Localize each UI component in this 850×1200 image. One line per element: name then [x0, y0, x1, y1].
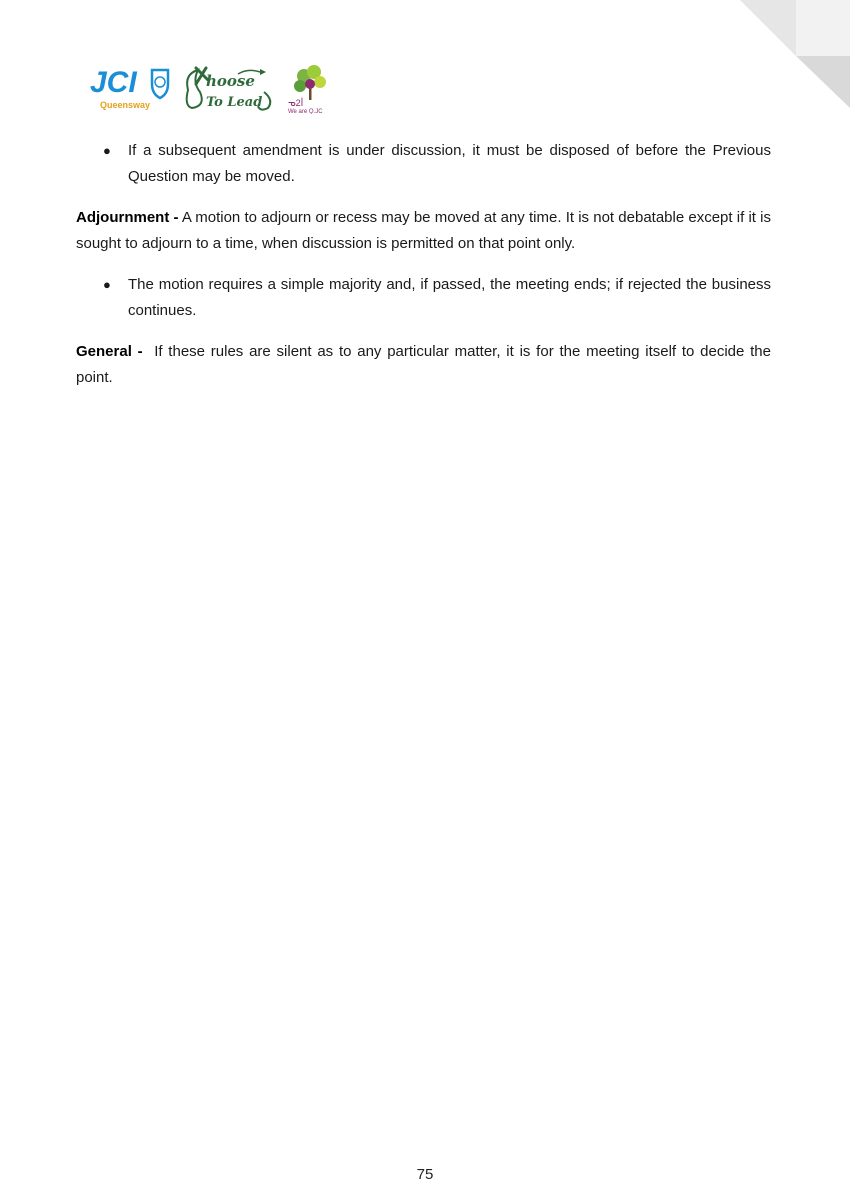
paragraph-general	[76, 339, 776, 391]
bullet-icon: ●	[103, 277, 111, 292]
jci-queensway-logo	[90, 66, 168, 110]
adjournment-term: Adjournment -	[76, 209, 179, 226]
svg-text:ᓀ2ꟾ: ᓀ2ꟾ	[288, 98, 304, 108]
tree-logo-text: We are Q.JC	[288, 109, 323, 114]
adjournment-text: A motion to adjourn or recess may be moved at any time. It is not debatable except if it is sought to adjourn to a time, when discussion is permitted on that point only.	[76, 209, 771, 252]
tree-logo	[288, 65, 326, 114]
bullet-item-previous-question	[76, 138, 771, 190]
bullet-text: If a subsequent amendment is under discussion, it must be disposed of before the Previous Question may be moved.	[128, 142, 771, 185]
page-curl-decoration	[740, 0, 850, 110]
shield-icon	[152, 70, 168, 98]
bullet-item-motion-majority	[76, 272, 771, 324]
document-body	[76, 138, 776, 391]
bullet-icon: ●	[103, 143, 111, 158]
page-number: 75	[416, 1166, 434, 1183]
choose-logo-line1: hoose	[206, 72, 255, 90]
choose-to-lead-logo	[187, 68, 271, 110]
paragraph-adjournment	[76, 205, 771, 257]
general-term: General -	[76, 343, 143, 360]
jci-logo-subtext: Queensway	[100, 100, 151, 110]
header-logos	[88, 62, 338, 114]
bullet-text: The motion requires a simple majority and, if passed, the meeting ends; if rejected the business continues.	[128, 276, 771, 319]
choose-logo-line2: To Lead	[206, 95, 263, 110]
general-text: If these rules are silent as to any particular matter, it is for the meeting itself to decide the point.	[76, 343, 776, 386]
jci-logo-text: JCI	[90, 66, 137, 99]
